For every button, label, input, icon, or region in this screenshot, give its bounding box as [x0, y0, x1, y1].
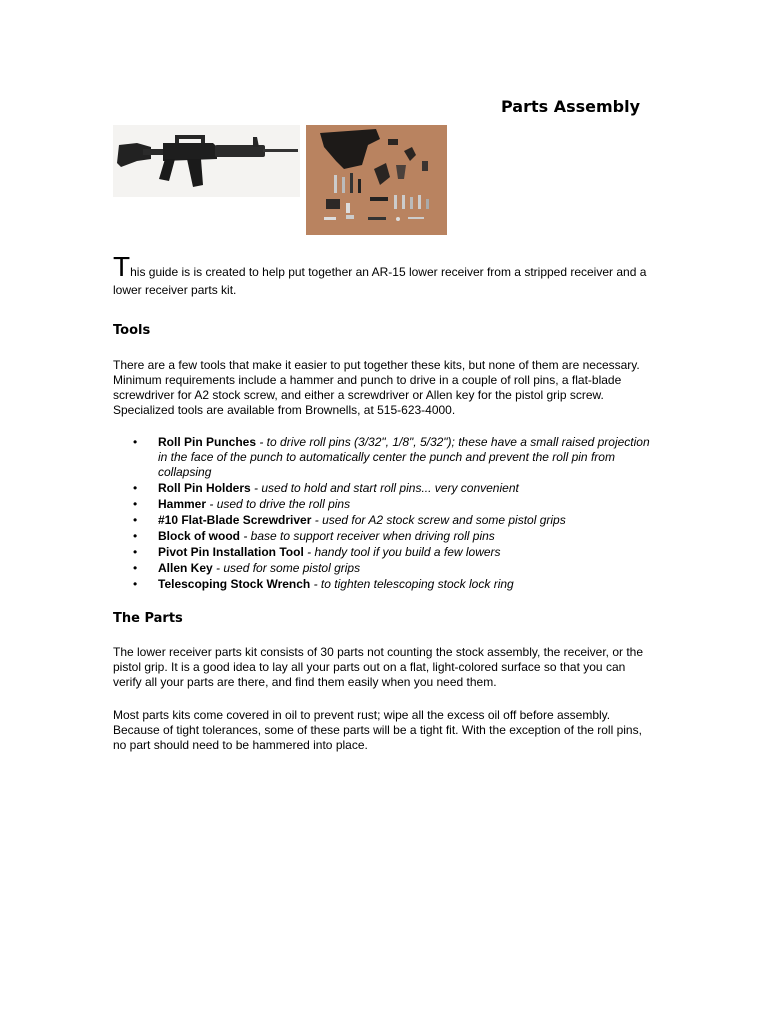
bullet-icon: • [133, 497, 138, 511]
tool-description: - to tighten telescoping stock lock ring [310, 577, 514, 591]
tool-list-item [113, 497, 653, 512]
tool-description: - used to drive the roll pins [206, 497, 351, 511]
drop-cap: T [113, 251, 131, 282]
tool-description: - used to hold and start roll pins... very convenient [250, 481, 519, 495]
parts-paragraph-2: Most parts kits come covered in oil to prevent rust; wipe all the excess oil off before assembly. Because of tight tolerances, some of these parts will be a tight fit. With the exception of the roll pins, no part should need to be hammered into place. [113, 708, 642, 752]
tool-name: Pivot Pin Installation Tool [158, 545, 304, 559]
bullet-icon: • [133, 577, 138, 591]
bullet-icon: • [133, 529, 138, 543]
tool-description: - to drive roll pins (3/32", 1/8", 5/32"); these have a small raised projection in the face of the punch to automatically center the punch and prevent the roll pin from collapsing [158, 435, 650, 479]
tool-description: - handy tool if you build a few lowers [303, 545, 501, 559]
tool-list-item [113, 481, 653, 496]
page-title: Parts Assembly [501, 97, 641, 116]
parts-heading: The Parts [113, 611, 183, 626]
tool-list-item [113, 435, 653, 480]
tool-name: Telescoping Stock Wrench [158, 577, 311, 591]
parts-paragraph-1: The lower receiver parts kit consists of 30 parts not counting the stock assembly, the receiver, or the pistol grip. It is a good idea to lay all your parts out on a flat, light-colored surface so that you can verify all your parts are there, and find them easily when you need them. [113, 645, 644, 689]
tool-name: Hammer [158, 497, 207, 511]
tool-list-item [113, 545, 653, 560]
tools-heading: Tools [113, 323, 151, 338]
tool-list-item [113, 513, 653, 528]
rifle-photo [113, 125, 300, 197]
tool-name: Roll Pin Punches [158, 435, 257, 449]
bullet-icon: • [133, 513, 138, 527]
bullet-icon: • [133, 561, 138, 575]
bullet-icon: • [133, 481, 138, 495]
tool-name: Allen Key [158, 561, 213, 575]
tools-paragraph: There are a few tools that make it easier to put together these kits, but none of them are necessary. Minimum requirements include a hammer and punch to drive in a couple of roll pins, a flat-blade screwdriver for A2 stock screw, and either a screwdriver or Allen key for the pistol grip screw. Specialized tools are available from Brownells, at 515-623-4000. [113, 358, 640, 417]
intro-paragraph [113, 251, 653, 299]
tools-list [113, 435, 653, 593]
tool-list-item [113, 529, 653, 544]
tool-name: #10 Flat-Blade Screwdriver [158, 513, 312, 527]
intro-text: his guide is is created to help put together an AR-15 lower receiver from a stripped receiver and a lower receiver parts kit. [113, 265, 647, 297]
tool-description: - used for some pistol grips [212, 561, 361, 575]
bullet-icon: • [133, 435, 138, 449]
tool-name: Block of wood [158, 529, 240, 543]
tool-list-item [113, 561, 653, 576]
tool-name: Roll Pin Holders [158, 481, 251, 495]
tool-description: - used for A2 stock screw and some pistol grips [311, 513, 566, 527]
tool-list-item [113, 577, 653, 592]
bullet-icon: • [133, 545, 138, 559]
parts-kit-photo [306, 125, 447, 235]
tool-description: - base to support receiver when driving roll pins [240, 529, 495, 543]
